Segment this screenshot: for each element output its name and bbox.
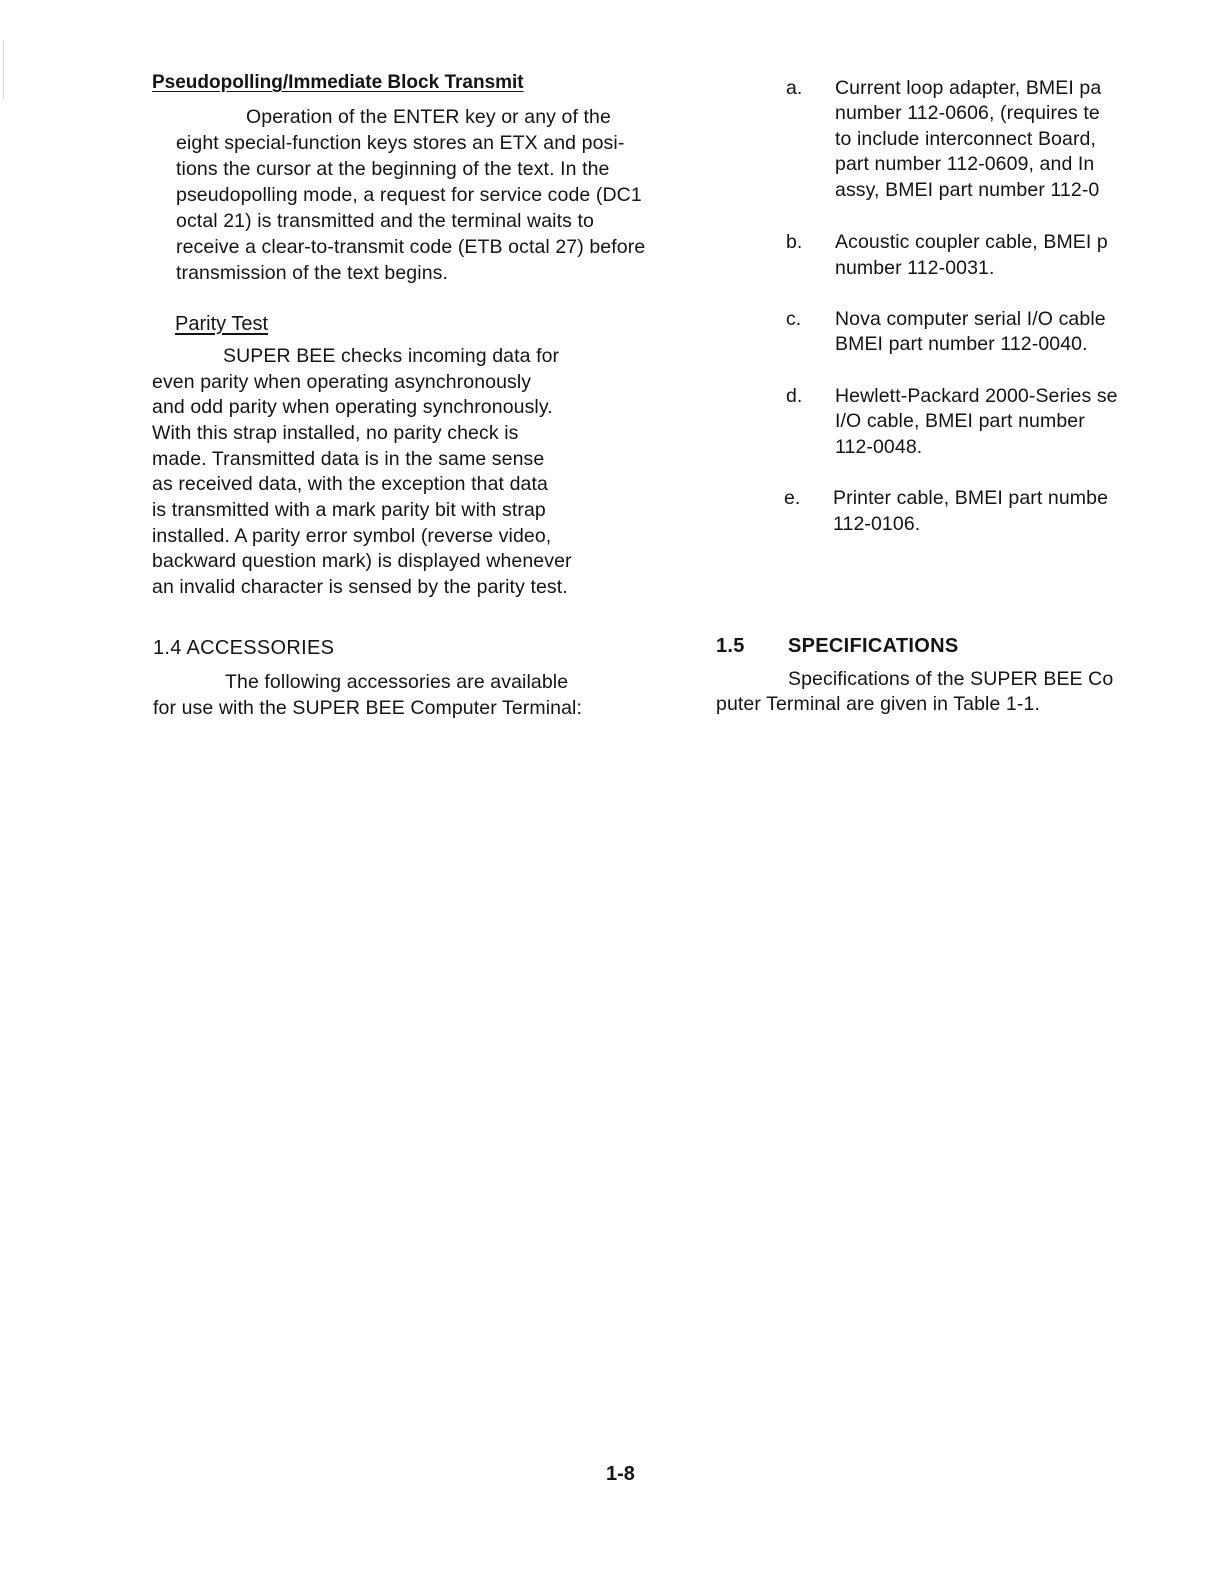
accessory-item-letter: b. <box>786 231 803 253</box>
accessory-item-line: Printer cable, BMEI part numbe <box>833 487 1109 509</box>
accessories-line: for use with the SUPER BEE Computer Terminal: <box>153 697 582 719</box>
accessories-line: The following accessories are available <box>225 671 569 693</box>
accessory-item-line: 112-0048. <box>835 436 923 458</box>
parity-test-line: an invalid character is sensed by the parity test. <box>152 576 568 598</box>
parity-test-line: installed. A parity error symbol (reverse video, <box>152 525 552 547</box>
parity-test-line: is transmitted with a mark parity bit with strap <box>152 499 546 521</box>
parity-test-line: backward question mark) is displayed whenever <box>152 550 572 572</box>
parity-test-line: as received data, with the exception that data <box>152 473 548 495</box>
accessory-item-line: I/O cable, BMEI part number <box>835 410 1085 432</box>
accessory-item-letter: d. <box>786 385 803 407</box>
pseudopolling-heading: Pseudopolling/Immediate Block Transmit <box>152 72 524 93</box>
accessory-item-line: number 112-0031. <box>835 257 995 279</box>
accessory-item-line: Nova computer serial I/O cable <box>835 308 1106 330</box>
accessory-item-line: Current loop adapter, BMEI pa <box>835 77 1102 99</box>
parity-test-line: SUPER BEE checks incoming data for <box>223 345 560 367</box>
accessory-item-line: 112-0106. <box>833 513 921 535</box>
pseudopolling-line: tions the cursor at the beginning of the text. In the <box>176 158 610 180</box>
accessory-item-line: number 112-0606, (requires te <box>835 102 1100 124</box>
pseudopolling-line: pseudopolling mode, a request for service code (DC1 <box>176 184 642 206</box>
accessory-item-line: to include interconnect Board, <box>835 128 1096 150</box>
specifications-number: 1.5 <box>716 635 745 657</box>
pseudopolling-line: octal 21) is transmitted and the terminal waits to <box>176 210 594 232</box>
accessories-heading: 1.4 ACCESSORIES <box>153 637 335 659</box>
specifications-heading: SPECIFICATIONS <box>788 635 959 657</box>
parity-test-line: made. Transmitted data is in the same sense <box>152 448 545 470</box>
accessory-item-line: assy, BMEI part number 112-0 <box>835 179 1100 201</box>
accessory-item-letter: e. <box>784 487 801 509</box>
pseudopolling-line: transmission of the text begins. <box>176 262 449 284</box>
accessory-item-letter: c. <box>786 308 802 330</box>
accessory-item-letter: a. <box>786 77 803 99</box>
binding-margin-mark <box>3 40 4 100</box>
parity-test-line: With this strap installed, no parity check is <box>152 422 519 444</box>
specifications-line: puter Terminal are given in Table 1-1. <box>716 693 1040 715</box>
page-number: 1-8 <box>606 1463 635 1485</box>
parity-test-line: even parity when operating asynchronously <box>152 371 532 393</box>
specifications-line: Specifications of the SUPER BEE Co <box>788 668 1114 690</box>
accessory-item-line: part number 112-0609, and In <box>835 153 1095 175</box>
parity-test-heading: Parity Test <box>175 313 268 335</box>
parity-test-line: and odd parity when operating synchronously. <box>152 396 553 418</box>
accessory-item-line: BMEI part number 112-0040. <box>835 333 1088 355</box>
pseudopolling-line: eight special-function keys stores an ETX and posi- <box>176 132 625 154</box>
pseudopolling-line: Operation of the ENTER key or any of the <box>246 106 611 128</box>
accessory-item-line: Hewlett-Packard 2000-Series se <box>835 385 1118 407</box>
pseudopolling-line: receive a clear-to-transmit code (ETB octal 27) before <box>176 236 646 258</box>
accessory-item-line: Acoustic coupler cable, BMEI p <box>835 231 1108 253</box>
